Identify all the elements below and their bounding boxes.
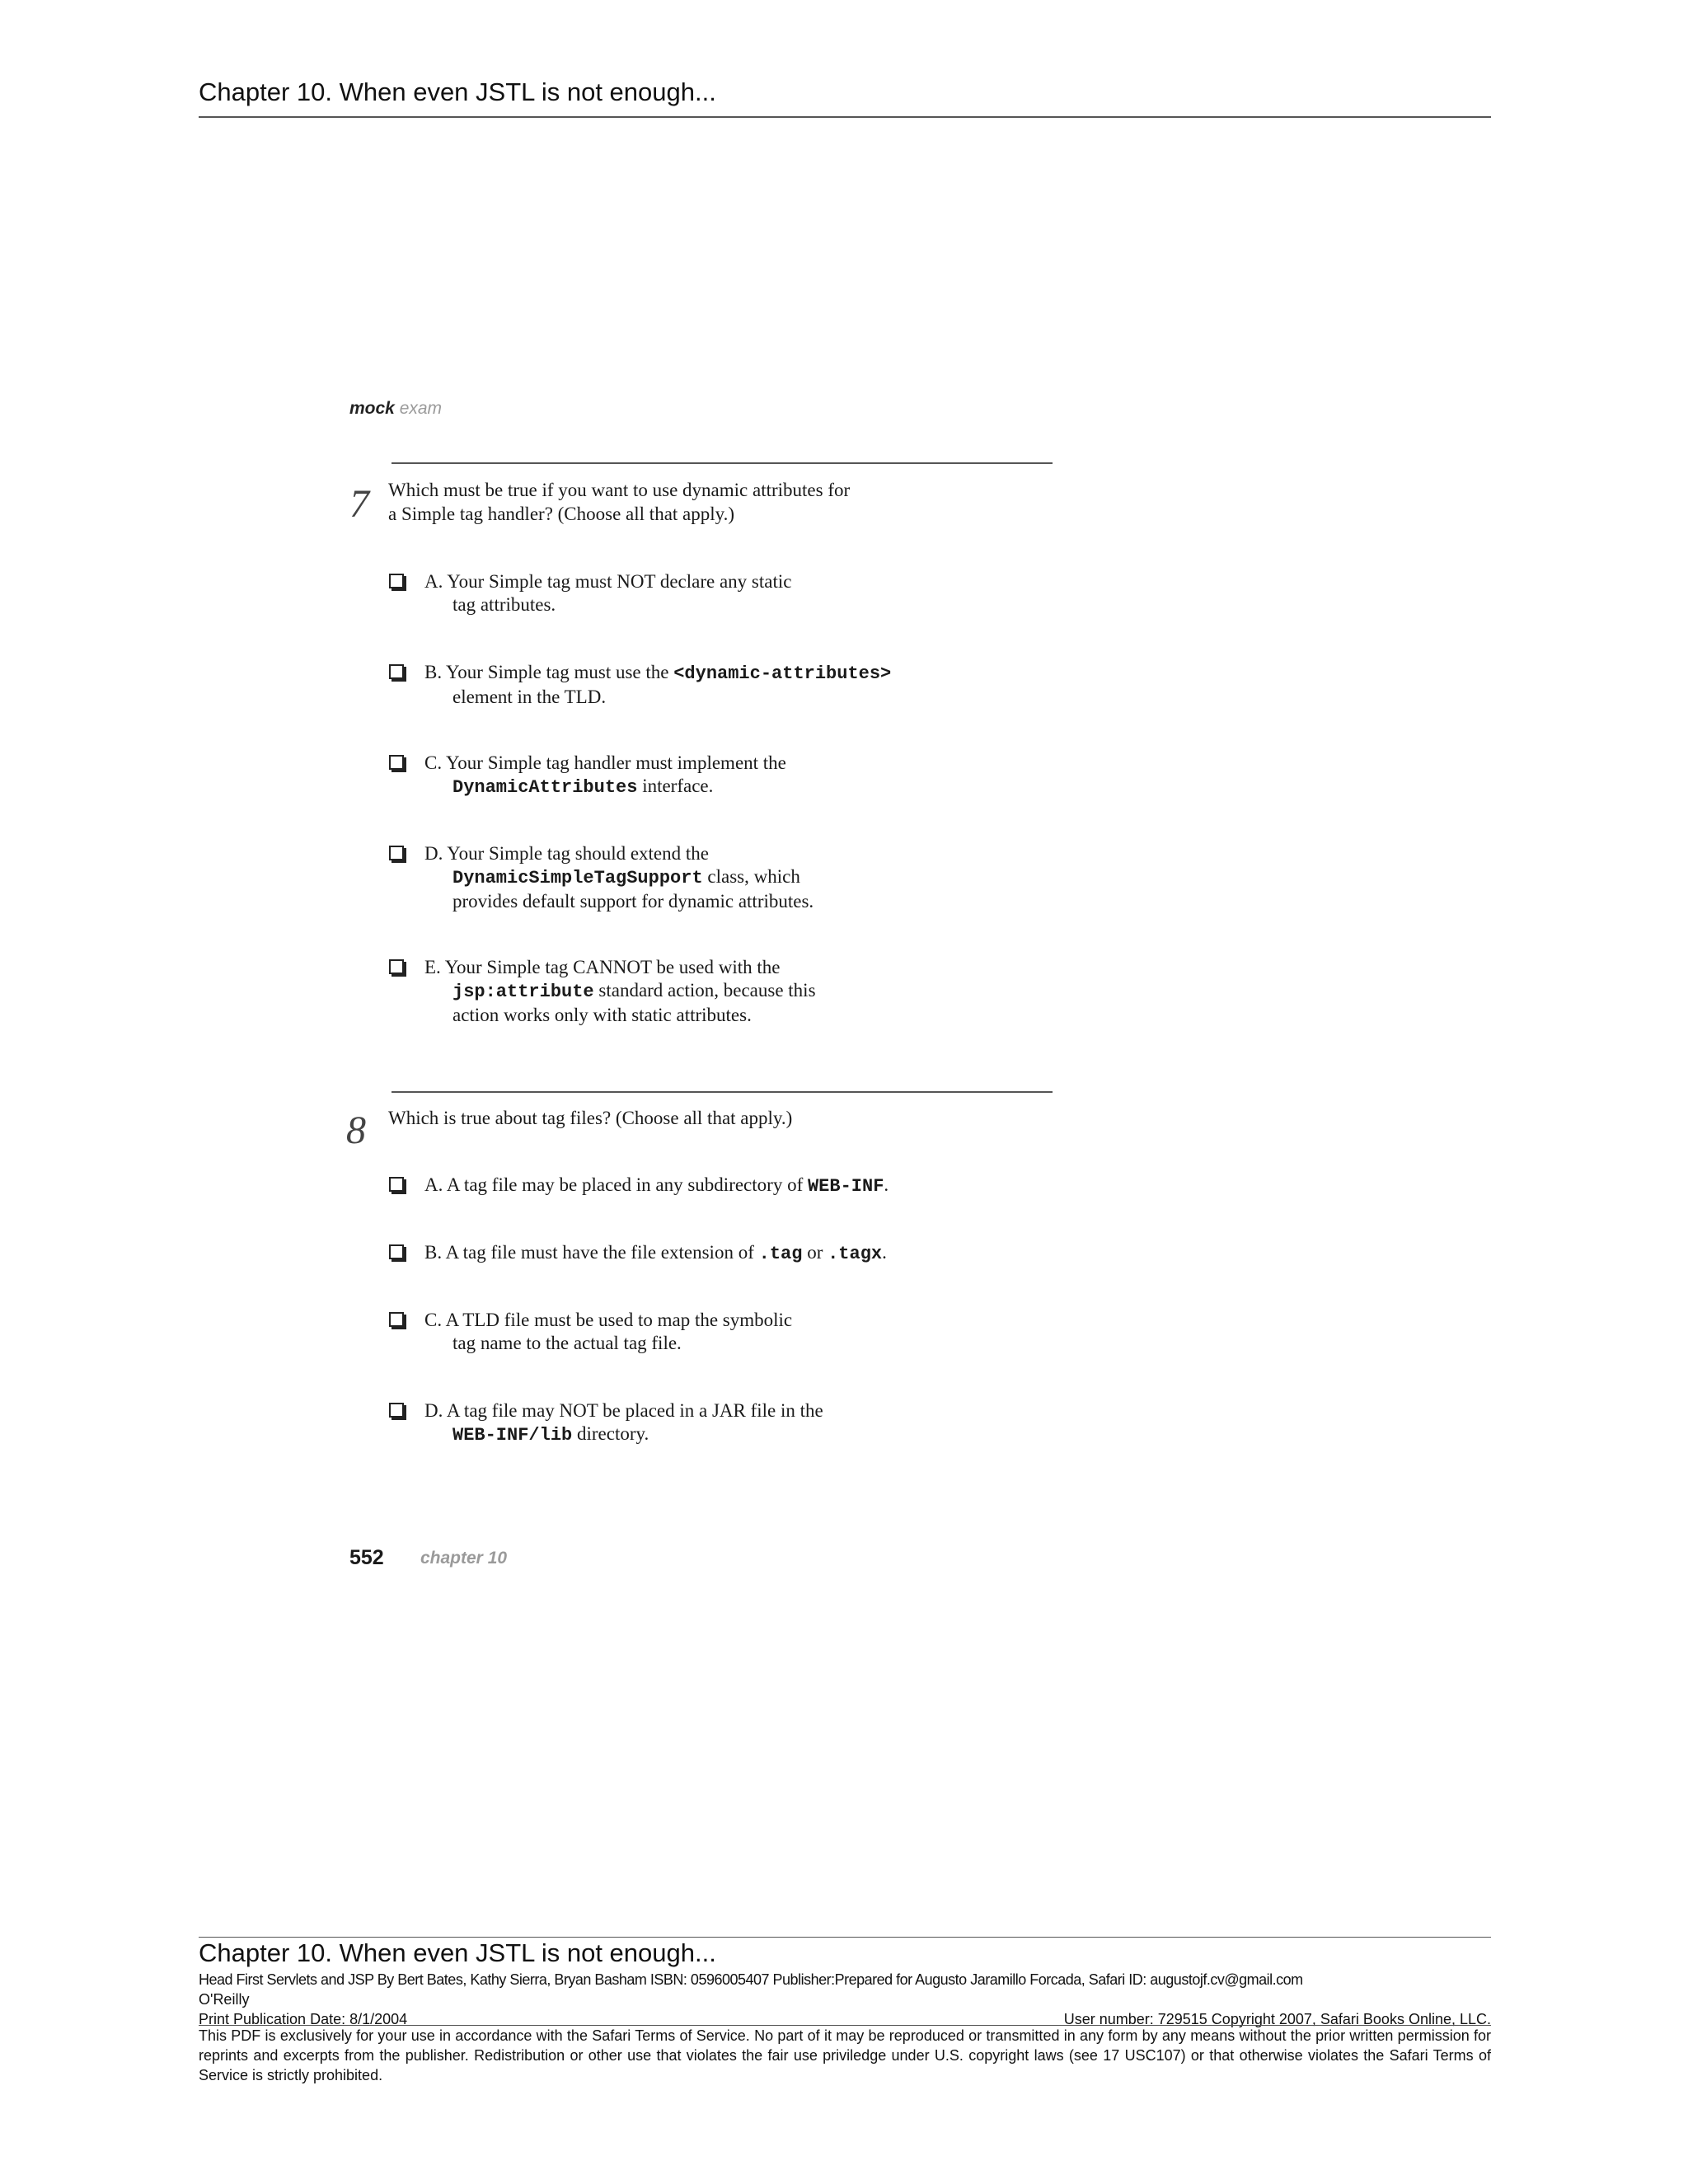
option-line: interface. [637, 776, 714, 796]
option-line: D. Your Simple tag should extend the [424, 843, 709, 864]
option-text [424, 1241, 887, 1266]
checkbox-icon[interactable] [389, 1244, 404, 1259]
option-line: provides default support for dynamic attributes. [452, 891, 814, 912]
checkbox-icon[interactable] [389, 574, 404, 588]
option-text [424, 1174, 889, 1198]
checkbox-icon[interactable] [389, 1177, 404, 1192]
checkbox-icon[interactable] [389, 959, 404, 974]
option-line: directory. [572, 1423, 649, 1444]
section-label-exam: exam [399, 399, 443, 418]
option-line: tag attributes. [452, 594, 556, 615]
option-line: B. Your Simple tag must use the [424, 662, 674, 682]
question-7-text-line1: Which must be true if you want to use dynamic attributes for [388, 480, 851, 500]
option-text [424, 661, 891, 709]
question-7-text [388, 478, 850, 526]
option-line: E. Your Simple tag CANNOT be used with the [424, 957, 781, 977]
code-text: .tagx [828, 1244, 883, 1264]
question-8-rule [392, 1091, 1053, 1093]
option-text [424, 842, 814, 913]
option-text [424, 956, 816, 1027]
option-line: . [882, 1242, 887, 1263]
option-text [424, 1309, 792, 1355]
footer-publisher: O'Reilly [199, 1991, 250, 2008]
checkbox-icon[interactable] [389, 755, 404, 770]
section-label [349, 399, 442, 419]
footer-print-date: Print Publication Date: 8/1/2004 [199, 2011, 408, 2027]
running-header: Chapter 10. When even JSTL is not enough... [199, 77, 716, 106]
option-line: C. Your Simple tag handler must implement the [424, 752, 786, 773]
code-text: DynamicAttributes [452, 777, 638, 798]
checkbox-icon[interactable] [389, 846, 404, 860]
footer-legal-notice: This PDF is exclusively for your use in accordance with the Safari Terms of Service. No part of it may be reproduced or transmitted in any form by any means without the prior written permission for reprints and excerpts from the publisher. Redistribution or other use that violates the fair use priviledge under U.S. copyright laws (see 17 USC107) or that otherwise violates the Safari Terms of Service is strictly prohibited. [199, 2027, 1491, 2083]
option-line: tag name to the actual tag file. [452, 1333, 682, 1353]
option-line: A. Your Simple tag must NOT declare any static [424, 571, 792, 592]
question-8-text-line1: Which is true about tag files? (Choose all that apply.) [388, 1108, 793, 1128]
footer-title: Chapter 10. When even JSTL is not enough... [199, 1938, 716, 1967]
option-line: . [884, 1174, 889, 1195]
chapter-label: chapter 10 [420, 1549, 508, 1568]
option-line: A. A tag file may be placed in any subdirectory of [424, 1174, 808, 1195]
option-line: D. A tag file may NOT be placed in a JAR file in the [424, 1400, 823, 1421]
footer-book-info: Head First Servlets and JSP By Bert Bates, Kathy Sierra, Bryan Basham ISBN: 0596005407 Publisher:Prepared for Augusto Jaramillo Forcada, Safari ID: augustojf.cv@gmail.com [199, 1971, 1303, 1988]
checkbox-icon[interactable] [389, 664, 404, 679]
footer-rule [199, 1937, 1491, 1938]
option-line: B. A tag file must have the file extension of [424, 1242, 759, 1263]
footer-user-number: User number: 729515 Copyright 2007, Safari Books Online, LLC. [1063, 2011, 1491, 2027]
option-line: element in the TLD. [452, 687, 607, 707]
question-7-text-line2: a Simple tag handler? (Choose all that apply.) [388, 504, 735, 524]
option-text [424, 570, 791, 616]
code-text: DynamicSimpleTagSupport [452, 868, 703, 888]
checkbox-icon[interactable] [389, 1312, 404, 1327]
question-7-rule [392, 462, 1053, 464]
header-rule [199, 116, 1491, 118]
checkbox-icon[interactable] [389, 1403, 404, 1418]
question-8-text [388, 1106, 792, 1130]
option-line: or [802, 1242, 828, 1263]
option-line: standard action, because this [593, 980, 816, 1001]
option-text [424, 1399, 823, 1447]
code-text: WEB-INF/lib [452, 1425, 573, 1446]
option-line: class, which [702, 866, 800, 887]
option-text [424, 752, 786, 799]
question-7-number: 7 [349, 482, 369, 526]
page-number: 552 [349, 1546, 384, 1569]
option-line: C. A TLD file must be used to map the symbolic [424, 1310, 793, 1330]
code-text: WEB-INF [807, 1176, 884, 1197]
section-label-mock: mock [349, 399, 395, 418]
code-text: .tag [758, 1244, 803, 1264]
code-text: <dynamic-attributes> [673, 663, 892, 684]
option-line: action works only with static attributes. [452, 1005, 752, 1025]
question-8-number: 8 [346, 1108, 366, 1152]
code-text: jsp:attribute [452, 982, 594, 1002]
